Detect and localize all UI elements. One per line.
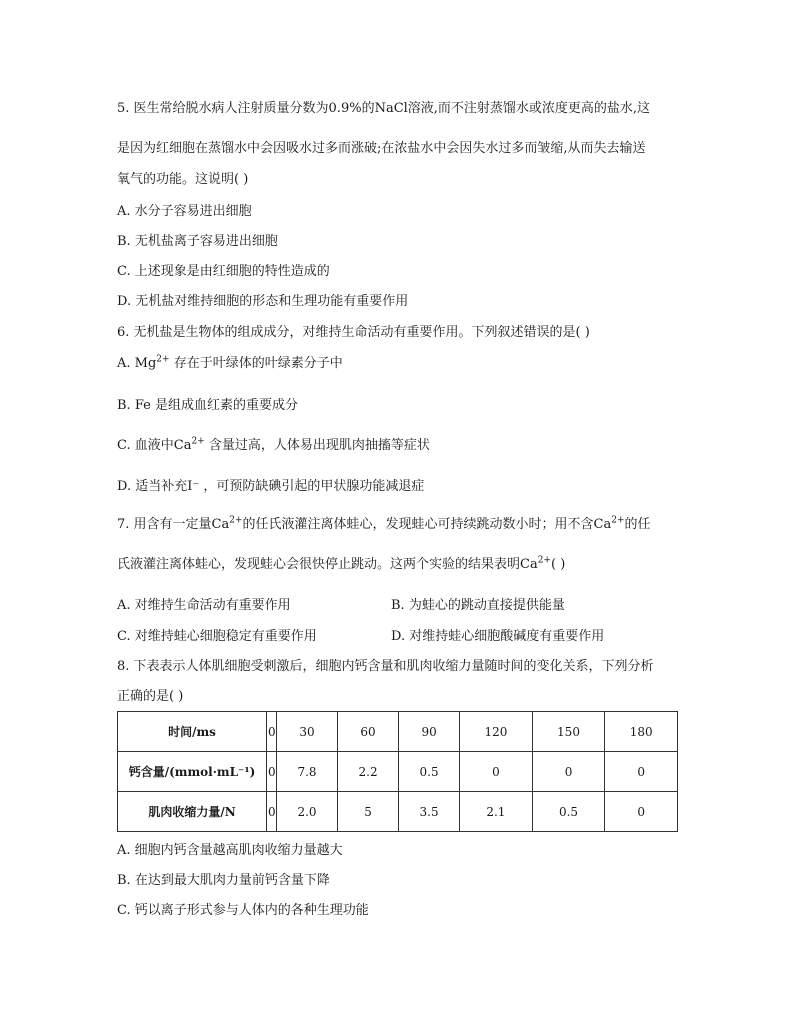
q8-option-b: B. 在达到最大肌肉力量前钙含量下降: [117, 873, 330, 888]
table-cell: 0: [267, 792, 277, 832]
q7-option-c: C. 对维持蛙心细胞稳定有重要作用: [117, 629, 317, 644]
q7-option-d: D. 对维持蛙心细胞酸碱度有重要作用: [391, 629, 605, 644]
q5-option-b: B. 无机盐离子容易进出细胞: [117, 234, 278, 249]
q6-option-d: D. 适当补充I⁻ ，可预防缺碘引起的甲状腺功能减退症: [117, 479, 425, 494]
table-cell: 3.5: [399, 792, 460, 832]
calcium-force-table: [117, 711, 678, 832]
table-cell: 120: [460, 712, 533, 752]
q8-stem-line1: 8. 下表表示人体肌细胞受刺激后，细胞内钙含量和肌肉收缩力量随时间的变化关系，下列分析: [117, 659, 654, 674]
q8-stem-line2: 正确的是( ): [117, 689, 184, 704]
q6-option-a: A. $Mg^{2+}$ 存在于叶绿体的叶绿素分子中: [117, 354, 343, 371]
table-row: [118, 752, 678, 792]
q5-option-d: D. 无机盐对维持细胞的形态和生理功能有重要作用: [117, 294, 409, 309]
table-cell: 90: [399, 712, 460, 752]
table-cell: 0.5: [399, 752, 460, 792]
table-cell: 2.1: [460, 792, 533, 832]
table-cell: 150: [532, 712, 605, 752]
table-cell: 60: [338, 712, 399, 752]
table-cell: 2.0: [277, 792, 338, 832]
table-cell: 0: [460, 752, 533, 792]
table-cell: 0: [605, 752, 678, 792]
table-row: [118, 712, 678, 752]
table-cell: 0: [605, 792, 678, 832]
table-cell: 30: [277, 712, 338, 752]
q7-stem-line1: 7. 用含有一定量$Ca^{2+}$的任氏液灌注离体蛙心，发现蛙心可持续跳动数小时；用不含$Ca^{2+}$的任: [117, 515, 651, 532]
table-cell: 0.5: [532, 792, 605, 832]
q7-stem-line2: 氏液灌注离体蛙心，发现蛙心会很快停止跳动。这两个实验的结果表明$Ca^{2+}$( ): [117, 555, 566, 572]
q8-option-a: A. 细胞内钙含量越高肌肉收缩力量越大: [117, 843, 343, 858]
table-cell: 0: [267, 752, 277, 792]
q6-option-b: B. Fe 是组成血红素的重要成分: [117, 398, 298, 413]
q5-option-a: A. 水分子容易进出细胞: [117, 204, 252, 219]
q6-stem: 6. 无机盐是生物体的组成成分，对维持生命活动有重要作用。下列叙述错误的是( ): [117, 325, 590, 340]
table-cell: 180: [605, 712, 678, 752]
table-cell: 2.2: [338, 752, 399, 792]
table-cell: 5: [338, 792, 399, 832]
row-label-time: 时间/ms: [118, 712, 267, 752]
q6-option-c: C. 血液中$Ca^{2+}$ 含量过高，人体易出现肌肉抽搐等症状: [117, 436, 430, 453]
q5-stem-line1: 5. 医生常给脱水病人注射质量分数为0.9%的NaCl溶液,而不注射蒸馏水或浓度更高的盐水,这: [117, 101, 651, 116]
table-cell: 0: [532, 752, 605, 792]
row-label-calcium: 钙含量/(mmol·mL⁻¹): [118, 752, 267, 792]
q8-option-c: C. 钙以离子形式参与人体内的各种生理功能: [117, 903, 369, 918]
q5-stem-line2: 是因为红细胞在蒸馏水中会因吸水过多而涨破;在浓盐水中会因失水过多而皱缩,从而失去输送: [117, 141, 646, 156]
q7-option-a: A. 对维持生命活动有重要作用: [117, 598, 291, 613]
q5-stem-line3: 氧气的功能。这说明( ): [117, 172, 249, 187]
q7-option-b: B. 为蛙心的跳动直接提供能量: [391, 598, 565, 613]
table-cell: 7.8: [277, 752, 338, 792]
table-cell: 0: [267, 712, 277, 752]
q5-option-c: C. 上述现象是由红细胞的特性造成的: [117, 264, 330, 279]
table-row: [118, 792, 678, 832]
row-label-force: 肌肉收缩力量/N: [118, 792, 267, 832]
